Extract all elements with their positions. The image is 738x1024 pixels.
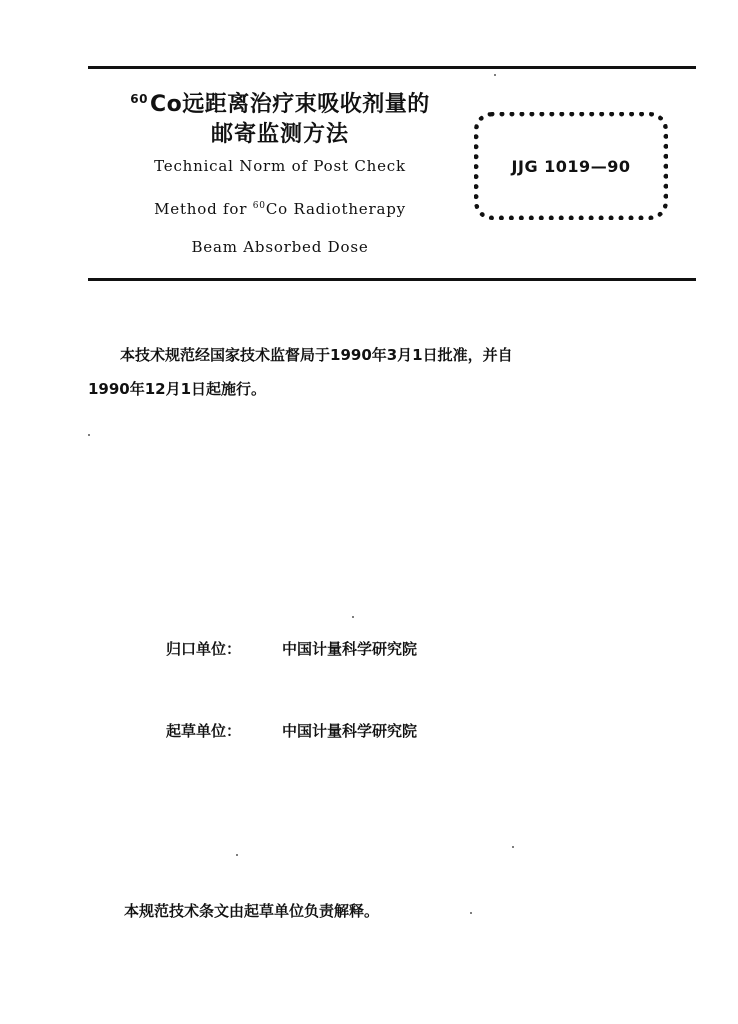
title-block: [100, 84, 460, 257]
responsible-unit-label: 归口单位：: [166, 640, 242, 658]
title-english-line3: Beam Absorbed Dose: [191, 238, 369, 256]
standard-code: JJG 1019—90: [511, 157, 631, 176]
scan-speck: [88, 434, 90, 436]
responsible-unit-row: [166, 638, 417, 660]
top-rule: [88, 66, 696, 69]
title-english-line2-suffix: Co Radiotherapy: [265, 200, 406, 218]
title-chinese-line2: 邮寄监测方法: [210, 122, 349, 147]
scan-speck: [352, 616, 354, 618]
drafting-unit-label: 起草单位：: [166, 722, 242, 740]
title-english-line1: Technical Norm of Post Check: [154, 157, 406, 175]
interpretation-note: 本规范技术条文由起草单位负责解释。: [124, 902, 380, 920]
approval-statement: [88, 338, 696, 406]
approval-line1: 本技术规范经国家技术监督局于1990年3月1日批准，并自: [120, 346, 513, 364]
scan-speck: [470, 912, 472, 914]
drafting-unit-row: [166, 720, 417, 742]
scan-speck: [512, 846, 514, 848]
bottom-rule: [88, 278, 696, 281]
scan-speck: [236, 854, 238, 856]
title-chinese-line1: [100, 84, 460, 120]
title-english-line2: [100, 196, 460, 219]
responsible-unit-value: 中国计量科学研究院: [282, 640, 418, 658]
scan-speck: [494, 74, 496, 76]
approval-line2: 1990年12月1日起施行。: [88, 380, 267, 398]
title-english-line2-prefix: Method for: [154, 200, 253, 218]
isotope-superscript-en: 60: [252, 201, 266, 211]
isotope-superscript: 60: [130, 92, 148, 106]
drafting-unit-value: 中国计量科学研究院: [282, 722, 418, 740]
title-chinese-text: Co远距离治疗束吸收剂量的: [149, 92, 430, 117]
standard-code-box: [474, 112, 668, 220]
